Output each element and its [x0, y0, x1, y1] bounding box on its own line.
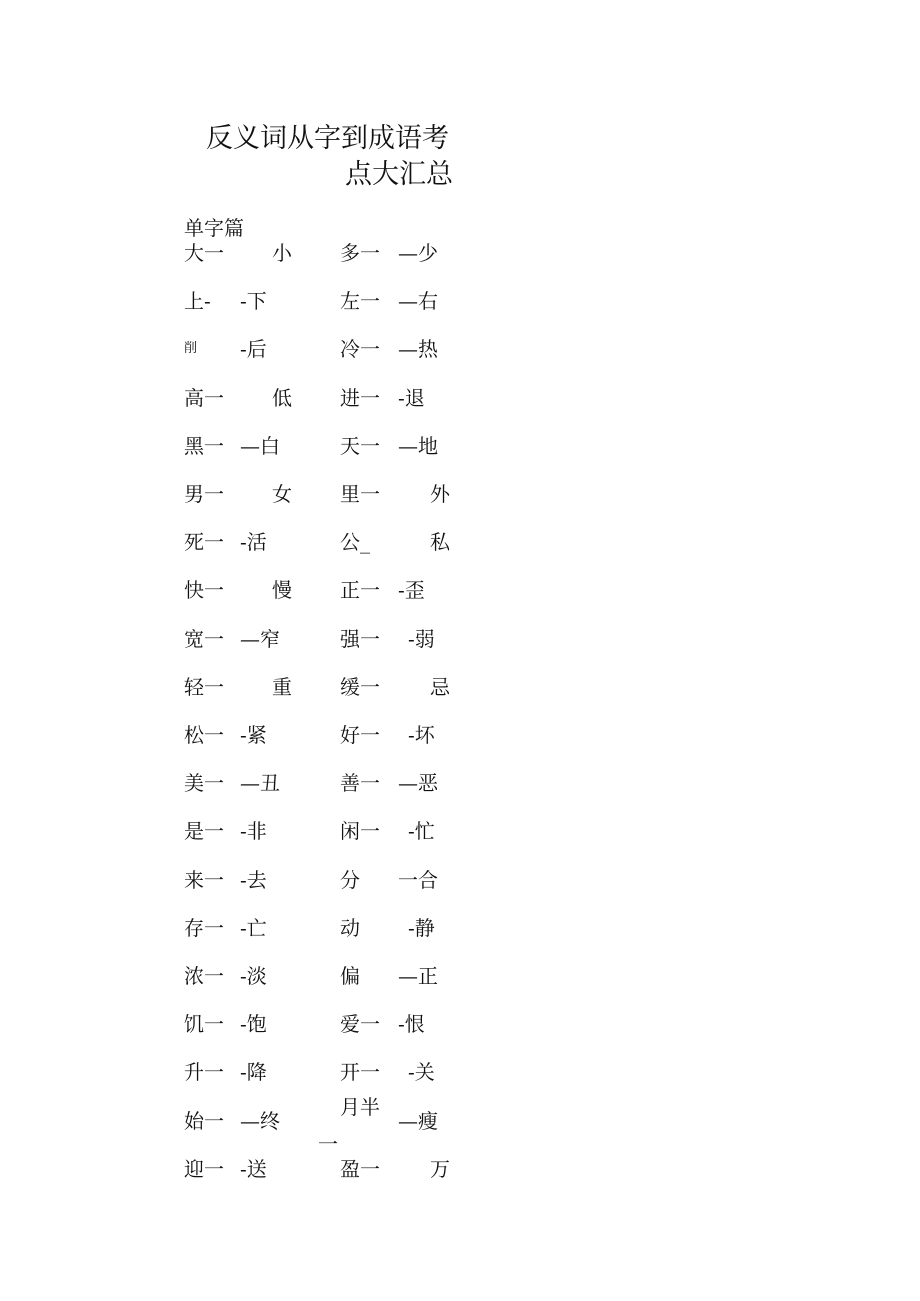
right-word: 盈一 — [340, 1157, 380, 1181]
left-antonym: -非 — [240, 819, 267, 843]
right-antonym: —地 — [398, 434, 438, 458]
right-word: 爱一 — [340, 1012, 380, 1036]
left-antonym: —丑 — [240, 771, 280, 795]
right-word: 正一 — [340, 578, 380, 602]
left-word: 来一 — [184, 868, 224, 892]
left-antonym: -降 — [240, 1060, 267, 1084]
left-antonym: 慢 — [272, 578, 292, 602]
right-word: 动 — [340, 916, 360, 940]
right-word: 强一 — [340, 627, 380, 651]
left-antonym: -亡 — [240, 916, 267, 940]
left-word: 始一 — [184, 1109, 224, 1133]
left-antonym: -下 — [240, 289, 267, 313]
left-antonym: —窄 — [240, 627, 280, 651]
left-word: 上- — [184, 289, 211, 313]
left-word: 松一 — [184, 723, 224, 747]
right-antonym: —恶 — [398, 771, 438, 795]
left-word: 轻一 — [184, 675, 224, 699]
right-antonym: -恨 — [398, 1012, 425, 1036]
left-antonym: -紧 — [240, 723, 267, 747]
left-antonym: -后 — [240, 337, 267, 361]
right-word: 里一 — [340, 482, 380, 506]
left-antonym: 小 — [272, 241, 292, 265]
right-word: 偏 — [340, 964, 360, 988]
right-word: 分 — [340, 868, 360, 892]
right-antonym: 忌 — [430, 675, 450, 699]
right-antonym: -弱 — [408, 627, 435, 651]
right-word: 进一 — [340, 386, 380, 410]
left-word: 黑一 — [184, 434, 224, 458]
right-antonym: —右 — [398, 289, 438, 313]
right-word: 缓一 — [340, 675, 380, 699]
left-antonym: 低 — [272, 386, 292, 410]
right-antonym: 私 — [430, 530, 450, 554]
right-word: 好一 — [340, 723, 380, 747]
left-word: 饥一 — [184, 1012, 224, 1036]
right-word: 月半 — [340, 1095, 380, 1119]
left-word: 削 — [184, 341, 198, 356]
right-antonym: 外 — [430, 482, 450, 506]
left-word: 浓一 — [184, 964, 224, 988]
left-antonym: 重 — [272, 675, 292, 699]
section-heading: 单字篇 — [184, 216, 244, 240]
right-word: 公_ — [340, 530, 370, 554]
left-word: 快一 — [184, 578, 224, 602]
right-antonym: -忙 — [408, 819, 435, 843]
left-antonym: -送 — [240, 1157, 267, 1181]
right-antonym: -退 — [398, 386, 425, 410]
left-antonym: -淡 — [240, 964, 267, 988]
right-antonym: -关 — [408, 1060, 435, 1084]
right-word: 多一 — [340, 241, 380, 265]
stray-mark: 一 — [318, 1132, 338, 1156]
left-word: 死一 — [184, 530, 224, 554]
left-antonym: —终 — [240, 1109, 280, 1133]
left-antonym: —白 — [240, 434, 280, 458]
document-title-line-2: 点大汇总 — [345, 159, 453, 190]
right-antonym: —正 — [398, 964, 438, 988]
left-word: 美一 — [184, 771, 224, 795]
right-antonym: —少 — [398, 241, 438, 265]
right-antonym: 万 — [430, 1157, 450, 1181]
right-antonym: -歪 — [398, 578, 425, 602]
left-antonym: 女 — [272, 482, 292, 506]
left-antonym: -去 — [240, 868, 267, 892]
left-antonym: -饱 — [240, 1012, 267, 1036]
left-antonym: -活 — [240, 530, 267, 554]
left-word: 男一 — [184, 482, 224, 506]
left-word: 存一 — [184, 916, 224, 940]
document-title-line-1: 反义词从字到成语考 — [206, 123, 449, 154]
right-word: 冷一 — [340, 337, 380, 361]
right-word: 开一 — [340, 1060, 380, 1084]
right-antonym: -坏 — [408, 723, 435, 747]
right-word: 善一 — [340, 771, 380, 795]
right-word: 闲一 — [340, 819, 380, 843]
left-word: 升一 — [184, 1060, 224, 1084]
right-antonym: -静 — [408, 916, 435, 940]
left-word: 迎一 — [184, 1157, 224, 1181]
left-word: 大一 — [184, 241, 224, 265]
right-antonym: 一合 — [398, 868, 438, 892]
left-word: 宽一 — [184, 627, 224, 651]
left-word: 高一 — [184, 386, 224, 410]
right-word: 天一 — [340, 434, 380, 458]
right-antonym: —瘦 — [398, 1109, 438, 1133]
right-word: 左一 — [340, 289, 380, 313]
right-antonym: —热 — [398, 337, 438, 361]
left-word: 是一 — [184, 819, 224, 843]
